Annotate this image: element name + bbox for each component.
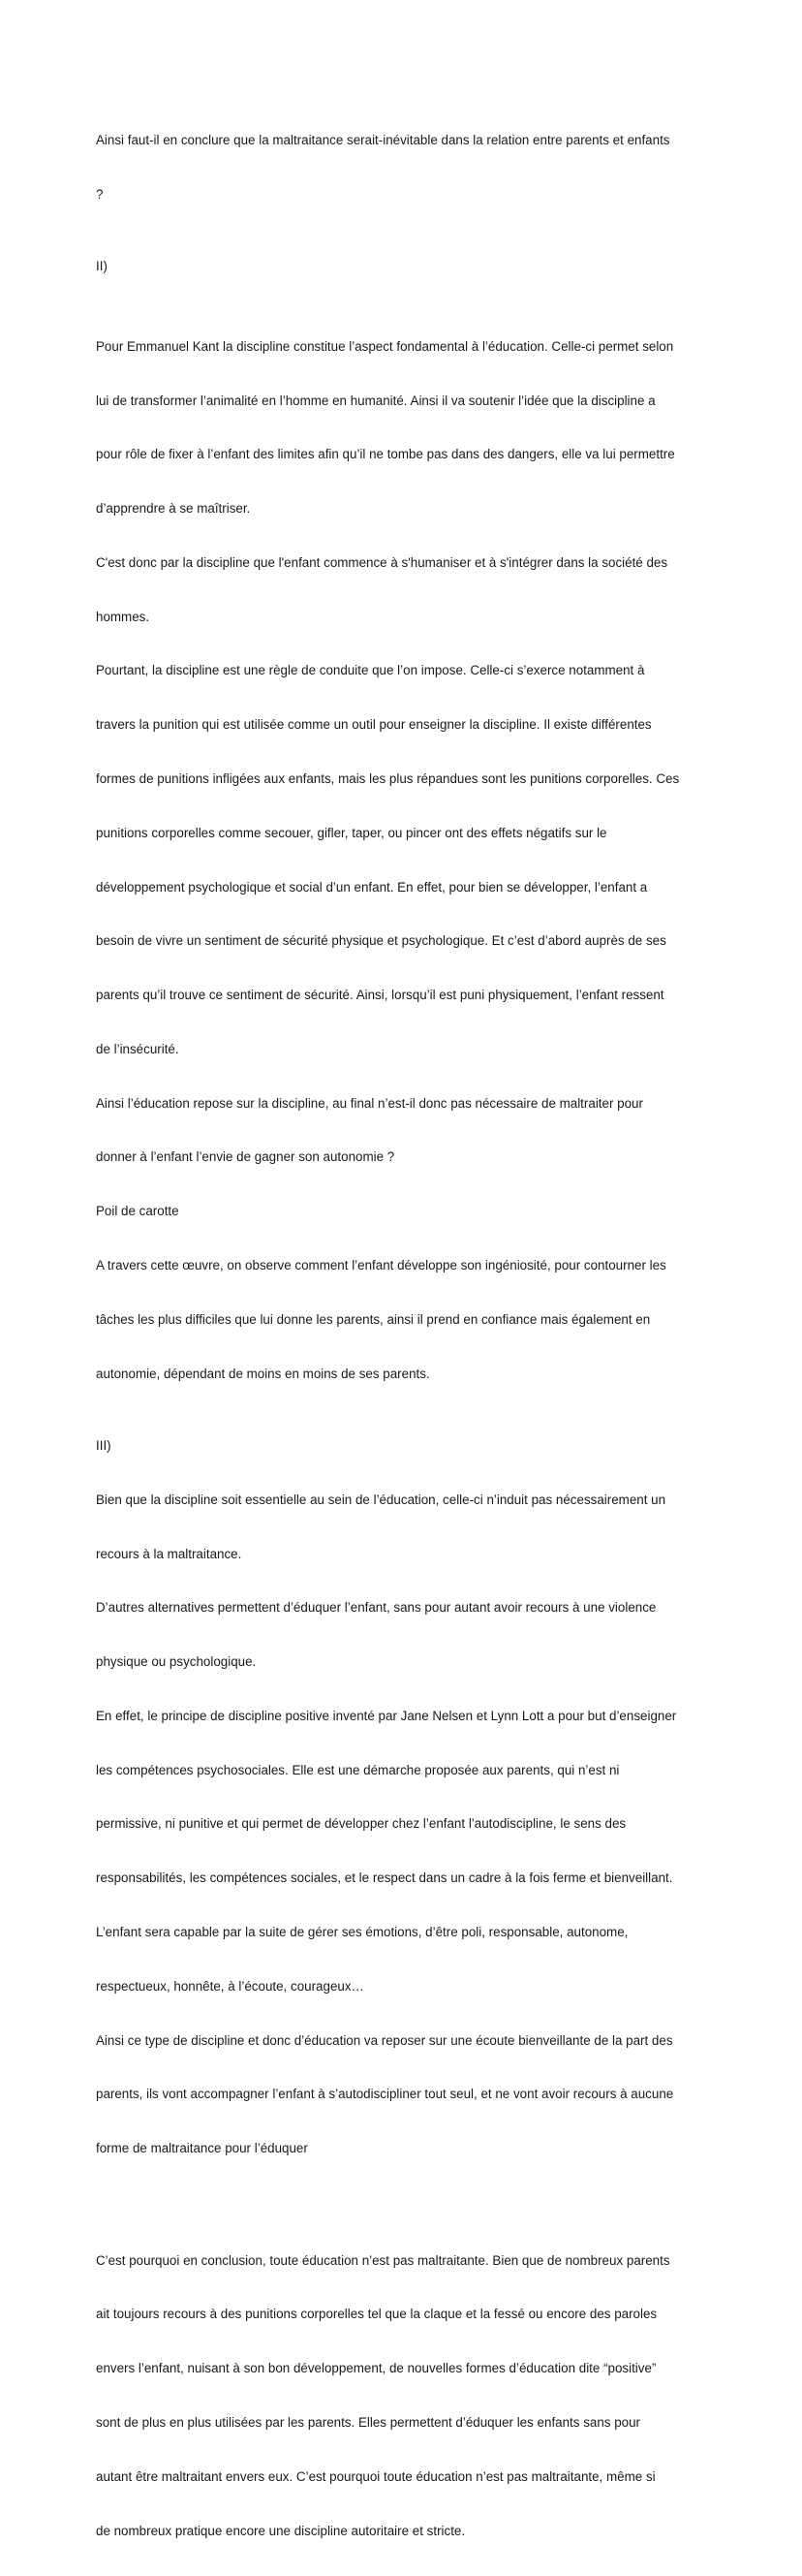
text-line: ? bbox=[96, 186, 104, 202]
section-2-heading: II) bbox=[96, 259, 108, 274]
text-line: C'est donc par la discipline que l'enfant commence à s'humaniser et à s'intégrer dans la société des bbox=[96, 554, 668, 570]
text-line: C’est pourquoi en conclusion, toute éducation n’est pas maltraitante. Bien que de nombreux parents bbox=[96, 2252, 670, 2268]
conclusion-paragraph bbox=[96, 2215, 716, 2576]
text-line: donner à l’enfant l’envie de gagner son autonomie ? bbox=[96, 1149, 395, 1165]
text-line: ait toujours recours à des punitions corporelles tel que la claque et la fessé ou encore des paroles bbox=[96, 2307, 658, 2322]
text-line: développement psychologique et social d’un enfant. En effet, pour bien se développer, l’enfant a bbox=[96, 879, 648, 895]
text-line: besoin de vivre un sentiment de sécurité physique et psychologique. Et c’est d’abord auprès de ses bbox=[96, 933, 666, 949]
text-line: autonomie, dépendant de moins en moins de ses parents. bbox=[96, 1366, 430, 1381]
text-line: hommes. bbox=[96, 609, 150, 624]
text-line: lui de transformer l’animalité en l’homme en humanité. Ainsi il va soutenir l’idée que la discipline a bbox=[96, 393, 656, 408]
section-3-body bbox=[96, 1456, 716, 2194]
section-2-body bbox=[96, 302, 716, 1420]
text-line: recours à la maltraitance. bbox=[96, 1546, 242, 1561]
text-line: parents, ils vont accompagner l’enfant à s’autodiscipliner tout seul, et ne vont avoir recours à aucune bbox=[96, 2087, 674, 2102]
text-line: parents qu’il trouve ce sentiment de sécurité. Ainsi, lorsqu’il est puni physiquement, l’enfant ressent bbox=[96, 988, 664, 1003]
text-line: forme de maltraitance pour l’éduquer bbox=[96, 2141, 308, 2156]
text-line: respectueux, honnête, à l’écoute, courageux… bbox=[96, 1978, 364, 1994]
section-3-heading: III) bbox=[96, 1437, 111, 1453]
text-line: En effet, le principe de discipline positive inventé par Jane Nelsen et Lynn Lott a pour but d’enseigner bbox=[96, 1708, 677, 1723]
text-line: de nombreux pratique encore une discipline autoritaire et stricte. bbox=[96, 2523, 466, 2538]
text-line: Ainsi faut-il en conclure que la maltraitance serait-inévitable dans la relation entre parents et enfants bbox=[96, 133, 670, 148]
text-line: sont de plus en plus utilisées par les parents. Elles permettent d’éduquer les enfants sans pour bbox=[96, 2415, 640, 2430]
text-line: A travers cette œuvre, on observe comment l’enfant développe son ingéniosité, pour contourner les bbox=[96, 1258, 666, 1272]
text-line: Pourtant, la discipline est une règle de conduite que l’on impose. Celle-ci s’exerce notamment à bbox=[96, 663, 645, 678]
text-line: permissive, ni punitive et qui permet de développer chez l’enfant l’autodiscipline, le sens des bbox=[96, 1816, 627, 1832]
text-line: punitions corporelles comme secouer, gifler, taper, ou pincer ont des effets négatifs sur le bbox=[96, 825, 607, 840]
text-line: L’enfant sera capable par la suite de gérer ses émotions, d’être poli, responsable, autonome, bbox=[96, 1924, 629, 1939]
text-line: physique ou psychologique. bbox=[96, 1654, 257, 1670]
intro-paragraph bbox=[96, 96, 716, 240]
text-line: les compétences psychosociales. Elle est une démarche proposée aux parents, qui n’est ni bbox=[96, 1762, 620, 1777]
text-line: D’autres alternatives permettent d’éduquer l’enfant, sans pour autant avoir recours à une violence bbox=[96, 1600, 657, 1616]
text-line: autant être maltraitant envers eux. C’est pourquoi toute éducation n’est pas maltraitante, même si bbox=[96, 2468, 656, 2484]
text-line: Bien que la discipline soit essentielle au sein de l’éducation, celle-ci n’induit pas nécessairement un bbox=[96, 1492, 666, 1507]
text-line: tâches les plus difficiles que lui donne les parents, ainsi il prend en confiance mais également en bbox=[96, 1311, 651, 1327]
text-line: envers l’enfant, nuisant à son bon développement, de nouvelles formes d’éducation dite “positive” bbox=[96, 2361, 657, 2376]
text-line: travers la punition qui est utilisée comme un outil pour enseigner la discipline. Il existe différentes bbox=[96, 717, 652, 733]
text-line: de l’insécurité. bbox=[96, 1041, 179, 1056]
text-line: Poil de carotte bbox=[96, 1204, 179, 1219]
text-line: Ainsi l’éducation repose sur la discipline, au final n’est-il donc pas nécessaire de maltraiter pour bbox=[96, 1095, 643, 1111]
text-line: responsabilités, les compétences sociales, et le respect dans un cadre à la fois ferme et bienveillant. bbox=[96, 1870, 673, 1886]
text-line: d’apprendre à se maîtriser. bbox=[96, 501, 251, 517]
text-line: Pour Emmanuel Kant la discipline constitue l’aspect fondamental à l’éducation. Celle-ci permet selon bbox=[96, 338, 674, 354]
text-line: formes de punitions infligées aux enfants, mais les plus répandues sont les punitions corporelles. Ces bbox=[96, 770, 680, 786]
document-page bbox=[96, 96, 716, 2576]
text-line: pour rôle de fixer à l’enfant des limites afin qu’il ne tombe pas dans des dangers, elle va lui permettre bbox=[96, 447, 675, 462]
text-line: Ainsi ce type de discipline et donc d’éducation va reposer sur une écoute bienveillante de la part des bbox=[96, 2032, 673, 2048]
